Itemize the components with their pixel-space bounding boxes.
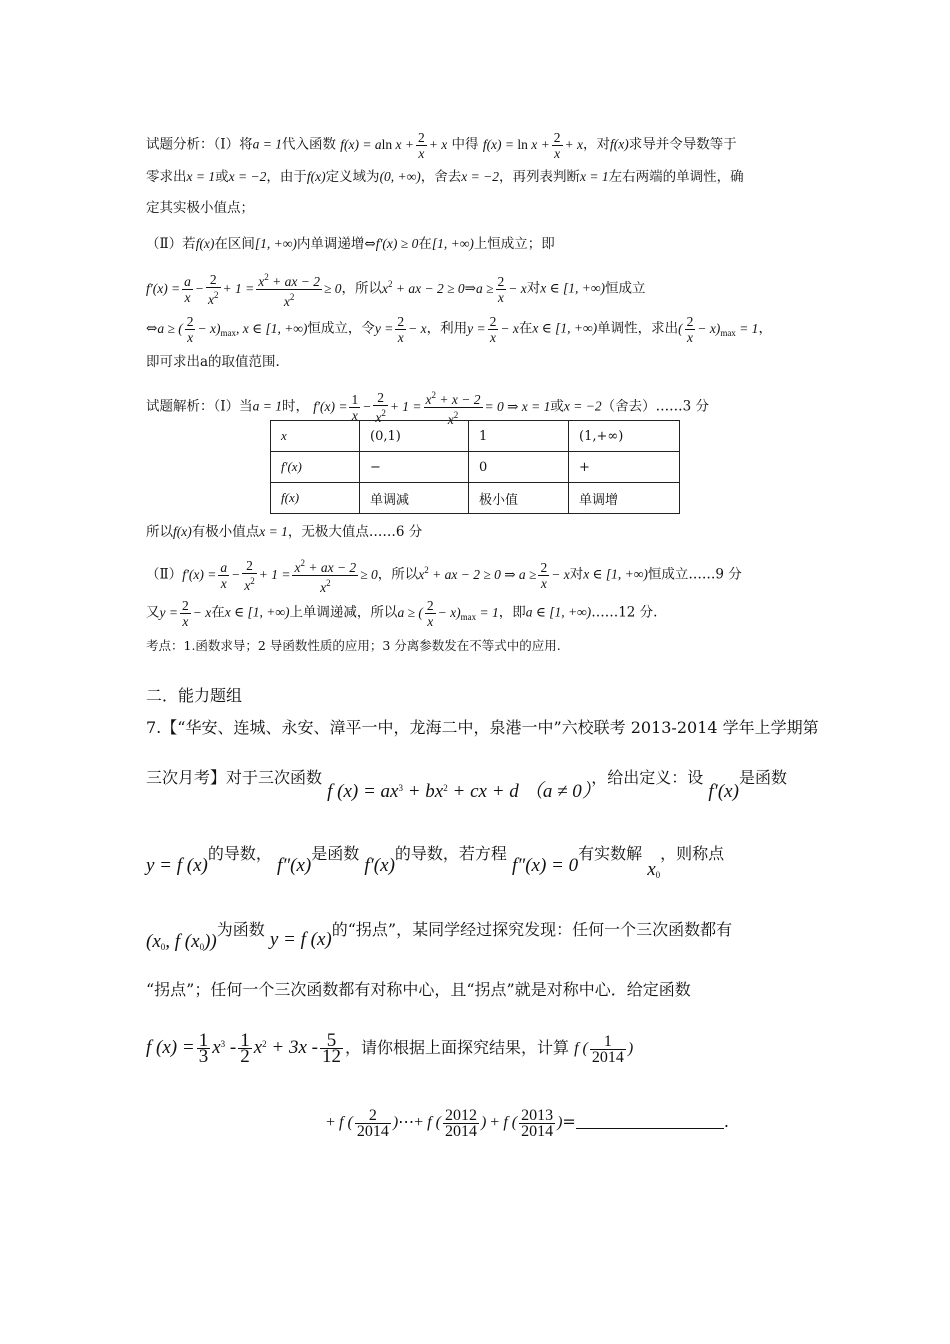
table-cell: 单调增 xyxy=(569,483,680,514)
section-heading: 二．能力题组 xyxy=(146,686,243,705)
table-cell: (1,+∞) xyxy=(569,421,680,452)
solution-line-2: 所以f(x)有极小值点x = 1，无极大值点……6 分 xyxy=(146,524,423,540)
given-function: f (x) = $\frac{1}{3}$ $x^3$ - $\frac{1}{2}$ $x^2 + 3x$ - $\frac{5}{12}$ xyxy=(146,1030,341,1068)
question-line-5: “拐点”；任何一个三次函数都有对称中心，且“拐点”就是对称中心．给定函数 xyxy=(146,980,691,999)
question-line-4: ($x_0$, f $(x_0)$)为函数 y = f (x)的“拐点”，某同学经过探究发现：任何一个三次函数都有 xyxy=(146,920,733,952)
table-cell: 极小值 xyxy=(469,483,569,514)
formula-fx: f(x) = aln x + $\frac{2}{x}$ + x xyxy=(340,130,448,161)
solution-line-3: （Ⅱ）f′(x) = $\frac{a}{x}$ − $\frac{2}{x^2}$ + 1 = $\frac{x^2 + ax - 2}{x^2}$ ≥ 0，所以$x^2$ + ax − 2 ≥ 0 ⇒ a ≥ $\frac{2}{x}$ − x对x ∈ [1, +∞)恒成立……9 分 xyxy=(146,558,742,595)
table-row xyxy=(271,452,680,483)
table-cell: x xyxy=(271,421,360,452)
formula-derivative: f′(x) = $\frac{a}{x}$ − $\frac{2}{x^2}$ + 1 = $\frac{x^2 + ax - 2}{x^2}$ ≥ 0 xyxy=(146,272,342,309)
analysis-line-3: 定其实极小值点； xyxy=(146,200,254,216)
solution-line-1: 试题解析：（Ⅰ）当a = 1时， f′(x) = $\frac{1}{x}$ − $\frac{2}{x^2}$ + 1 = $\frac{x^2 + x - 2}{x^2}$ = 0 ⇒ x = 1或x = −2（舍去）……3 分 xyxy=(146,390,710,427)
table-row xyxy=(271,421,680,452)
analysis-line-5: f′(x) = $\frac{a}{x}$ − $\frac{2}{x^2}$ + 1 = $\frac{x^2 + ax - 2}{x^2}$ ≥ 0，所以$x^2$ + ax − 2 ≥ 0⇒a ≥ $\frac{2}{x}$ − x对x ∈ [1, +∞)恒成立 xyxy=(146,272,646,309)
kaodian: 考点：1.函数求导；2 导函数性质的应用；3 分离参数发在不等式中的应用. xyxy=(146,638,561,653)
table-cell: 0 xyxy=(469,452,569,483)
analysis-line-1: 试题分析：（Ⅰ）将a = 1代入函数 f(x) = aln x + $\frac{2}{x}$ + x 中得 f(x) = ln x + $\frac{2}{x}$ + x，对f(x)求导并令导数等于 xyxy=(146,130,737,161)
table-cell: (0,1) xyxy=(360,421,469,452)
table-row xyxy=(271,483,680,514)
analysis-line-7: 即可求出a的取值范围. xyxy=(146,354,280,370)
sum-expression: + f ( $\frac{2}{2014}$ )⋯+ f ( $\frac{2012}{2014}$ ) + f ( $\frac{2013}{2014}$ ) xyxy=(326,1107,563,1140)
solution-line-4: 又y = $\frac{2}{x}$ − x在x ∈ [1, +∞)上单调递减，所以a ≥ ( $\frac{2}{x}$ − $x)_{max} = 1$，即a ∈ [1, +∞)……12 分. xyxy=(146,598,658,629)
question-line-1: 7.【“华安、连城、永安、漳平一中，龙海二中，泉港一中”六校联考 2013-2014 学年上学期第 xyxy=(146,718,819,737)
analysis-line-2: 零求出x = 1或x = −2，由于f(x)定义域为(0, +∞)，舍去x = −2，再列表判断x = 1左右两端的单调性，确 xyxy=(146,169,744,185)
table-cell: − xyxy=(360,452,469,483)
table-cell: f(x) xyxy=(271,483,360,514)
question-line-6: f (x) = $\frac{1}{3}$ $x^3$ - $\frac{1}{2}$ $x^2 + 3x$ - $\frac{5}{12}$ ，请你根据上面探究结果，计算 f ( $\frac{1}{2014}$ ) xyxy=(146,1030,634,1068)
sign-table xyxy=(270,420,680,514)
table-cell: 1 xyxy=(469,421,569,452)
analysis-line-6: ⇔a ≥ ( $\frac{2}{x}$ − $x)_{max}$, x ∈ [1, +∞)恒成立，令y = $\frac{2}{x}$ − x，利用y = $\frac{2}{x}$ − x在x ∈ [1, +∞)单调性，求出( $\frac{2}{x}$ − $x)_{max} = 1$， xyxy=(146,314,772,345)
question-line-7: + f ( $\frac{2}{2014}$ )⋯+ f ( $\frac{2012}{2014}$ ) + f ( $\frac{2013}{2014}$ )= . xyxy=(326,1107,729,1140)
analysis-line-4: （Ⅱ）若f(x)在区间[1, +∞)内单调递增⇔f′(x) ≥ 0在[1, +∞)上恒成立；即 xyxy=(146,236,555,252)
question-line-2: 三次月考】对于三次函数 f $(x) = ax^3 + bx^2$ + cx + d （a ≠ 0），给出定义：设 f′(x)是函数 xyxy=(146,768,787,802)
answer-blank[interactable] xyxy=(576,1128,724,1129)
question-line-3: y = f (x)的导数， f″(x)是函数 f′(x)的导数，若方程 f″(x) = 0有实数解 $x_0$，则称点 xyxy=(146,844,725,880)
formula-fx-a1: f(x) = ln x + $\frac{2}{x}$ + x xyxy=(482,130,584,161)
table-cell: f′(x) xyxy=(271,452,360,483)
table-cell: 单调减 xyxy=(360,483,469,514)
table-cell: + xyxy=(569,452,680,483)
